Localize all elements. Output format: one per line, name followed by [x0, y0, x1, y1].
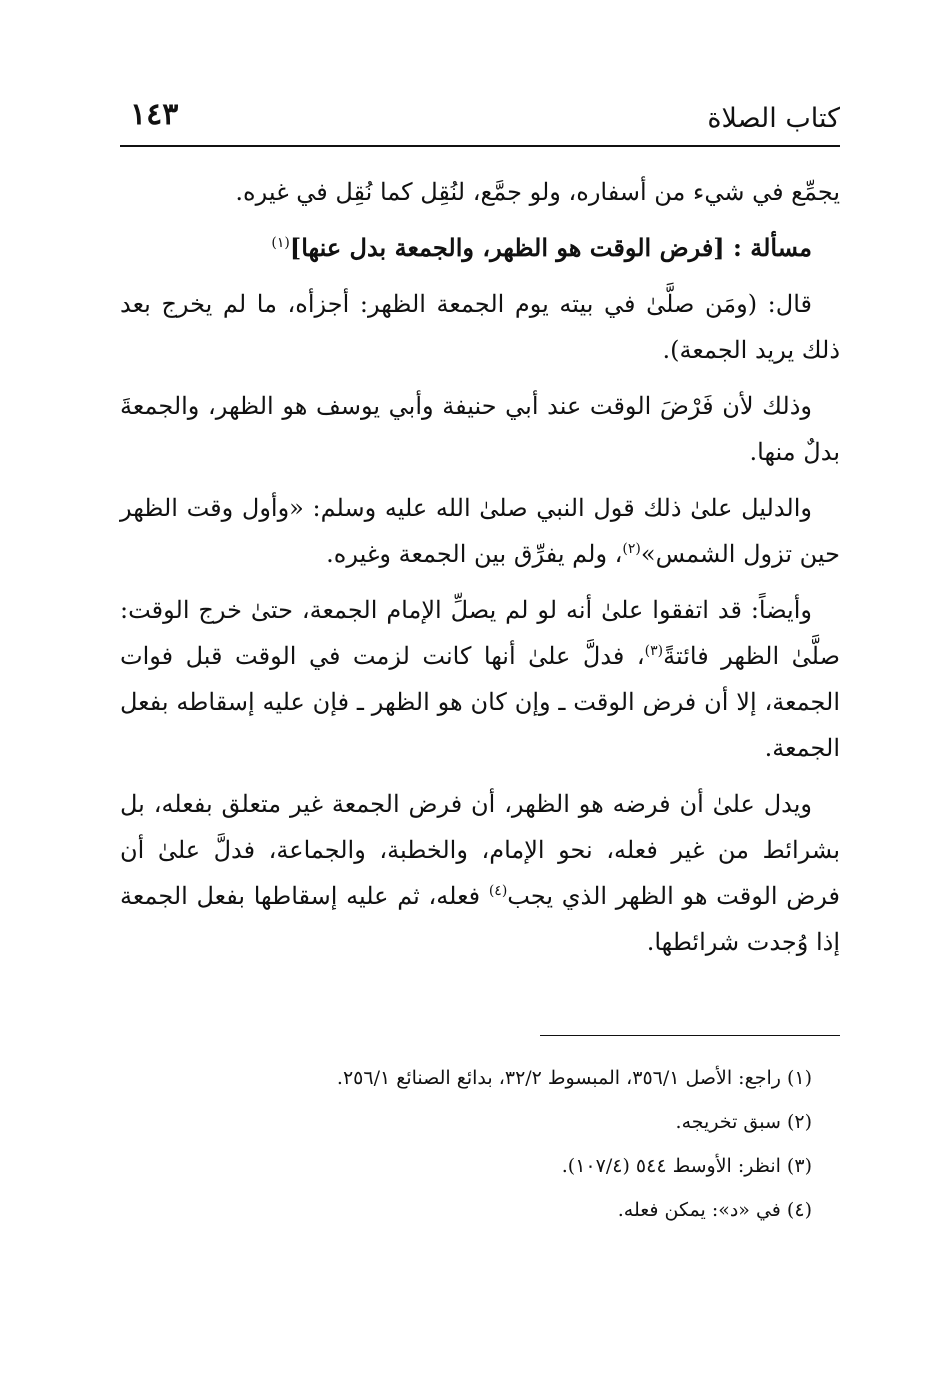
- paragraph-6-text-a: ويدل علىٰ أن فرضه هو الظهر، أن فرض الجمعة غير متعلق بفعله، بل بشرائط من غير فعله، نحو الإمام، والخطبة، والجماعة، فدلَّ علىٰ أن فرض الوقت هو الظهر الذي يجب: [120, 790, 841, 910]
- paragraph-5: [120, 587, 840, 771]
- paragraph-6-text-b: فعله، ثم عليه إسقاطها بفعل الجمعة إذا وُجدت شرائطها.: [120, 882, 840, 956]
- paragraph-4-text-a: والدليل علىٰ ذلك قول النبي صلىٰ الله عليه وسلم: «وأول وقت الظهر حين تزول الشمس»: [120, 494, 840, 568]
- footnote-divider: [540, 1035, 840, 1036]
- footnotes: [120, 1056, 812, 1232]
- footnote-ref-3: (٣): [644, 643, 664, 659]
- main-text: [120, 169, 840, 965]
- page-header: [120, 95, 840, 147]
- paragraph-4-text-b: ، ولم يفرِّق بين الجمعة وغيره.: [326, 540, 623, 568]
- paragraph-2: قال: (ومَن صلَّىٰ في بيته يوم الجمعة الظهر: أجزأه، ما لم يخرج بعد ذلك يريد الجمعة).: [120, 290, 840, 364]
- paragraph-1: يجمِّع في شيء من أسفاره، ولو جمَّع، لنُقِل كما نُقِل في غيره.: [235, 178, 840, 206]
- footnote-ref-1: (١): [271, 235, 290, 251]
- footnote-2: (٢) سبق تخريجه.: [675, 1111, 812, 1133]
- section-heading: [120, 225, 840, 271]
- paragraph-5-text-b: ، فدلَّ علىٰ أنها كانت لزمت في الوقت قبل فوات الجمعة، إلا أن فرض الوقت ـ وإن كان هو الظهر ـ فإن عليه إسقاطه بفعل الجمعة.: [120, 642, 840, 762]
- footnote-ref-4: (٤): [488, 883, 508, 899]
- page-number: ١٤٣: [130, 97, 179, 132]
- paragraph-4: [120, 485, 840, 577]
- book-title: كتاب الصلاة: [707, 103, 840, 134]
- heading-text: مسألة : [فرض الوقت هو الظهر، والجمعة بدل عنها]: [289, 233, 812, 262]
- paragraph-5-text-a: وأيضاً: قد اتفقوا علىٰ أنه لو لم يصلِّ الإمام الجمعة، حتىٰ خرج الوقت: صلَّىٰ الظهر فائتةً: [120, 596, 840, 670]
- footnote-ref-2: (٢): [622, 541, 641, 557]
- footnote-1: (١) راجع: الأصل ٣٥٦/١، المبسوط ٣٢/٢، بدائع الصنائع ٢٥٦/١.: [336, 1067, 812, 1089]
- book-page: [120, 95, 840, 1232]
- paragraph-3: وذلك لأن فَرْضَ الوقت عند أبي حنيفة وأبي يوسف هو الظهر، والجمعةَ بدلٌ منها.: [120, 392, 840, 466]
- footnote-3: (٣) انظر: الأوسط ٥٤٤ (١٠٧/٤).: [561, 1155, 812, 1177]
- footnote-4: (٤) في «د»: يمكن فعله.: [617, 1199, 812, 1221]
- paragraph-6: [120, 781, 840, 965]
